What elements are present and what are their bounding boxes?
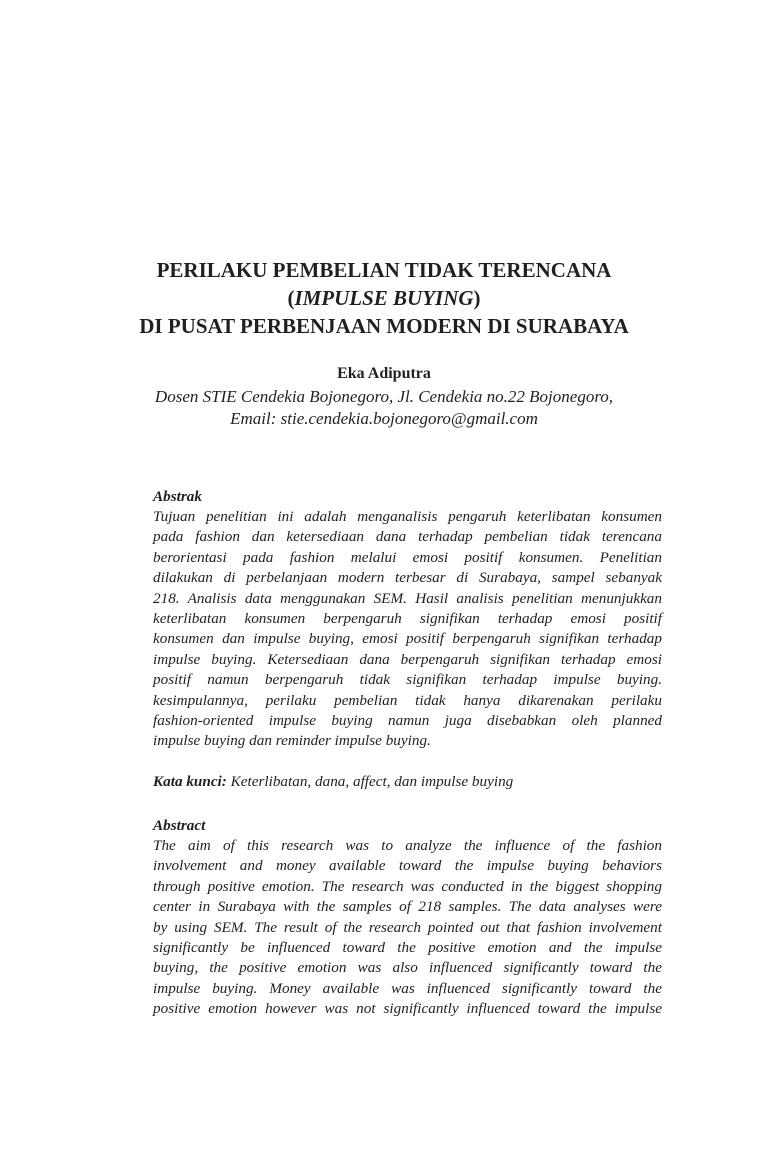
abstrak-line: kesimpulannya, perilaku pembelian tidak hanya dikarenakan perilaku — [153, 691, 662, 709]
abstract-line: center in Surabaya with the samples of 218 samples. The data analyses were — [153, 898, 662, 916]
abstrak-line: positif namun berpengaruh tidak signifikan terhadap impulse buying. — [153, 671, 662, 689]
abstract-line: impulse buying. Money available was influenced significantly toward the — [153, 979, 662, 997]
title-line-3: DI PUSAT PERBENJAAN MODERN DI SURABAYA — [139, 314, 629, 338]
title-line-2 — [0, 286, 768, 311]
abstrak-line: keterlibatan konsumen berpengaruh signifikan terhadap emosi positif — [153, 609, 662, 627]
abstrak-line: impulse buying dan reminder impulse buying. — [153, 732, 431, 750]
abstract-line: positive emotion however was not significantly influenced toward the impulse — [153, 1000, 662, 1018]
abstract-line: by using SEM. The result of the research pointed out that fashion involvement — [153, 918, 662, 936]
keywords-label: Kata kunci: — [153, 773, 227, 790]
abstrak-line: 218. Analisis data menggunakan SEM. Hasil analisis penelitian menunjukkan — [153, 589, 662, 607]
abstract-section — [153, 815, 662, 1020]
title-paren-close: ) — [473, 286, 481, 310]
abstract-line: The aim of this research was to analyze the influence of the fashion — [153, 837, 662, 854]
abstrak-section — [153, 486, 662, 752]
abstract-line: buying, the positive emotion was also influenced significantly toward the — [153, 959, 662, 977]
title-italic: IMPULSE BUYING — [294, 286, 474, 310]
keywords-text: Keterlibatan, dana, affect, dan impulse buying — [226, 773, 514, 790]
keywords — [153, 773, 662, 791]
abstrak-line: impulse buying. Ketersediaan dana berpengaruh signifikan terhadap emosi — [153, 650, 662, 668]
author-affiliation: Dosen STIE Cendekia Bojonegoro, Jl. Cendekia no.22 Bojonegoro, — [154, 387, 614, 406]
abstrak-line: konsumen dan impulse buying, emosi positif berpengaruh signifikan terhadap — [153, 630, 662, 648]
abstrak-line: fashion-oriented impulse buying namun juga disebabkan oleh planned — [153, 711, 662, 729]
abstract-line: significantly be influenced toward the positive emotion and the impulse — [153, 938, 662, 956]
abstract-line: involvement and money available toward the impulse buying behaviors — [153, 857, 662, 875]
author-name: Eka Adiputra — [337, 365, 431, 382]
abstract-line: through positive emotion. The research was conducted in the biggest shopping — [153, 877, 662, 895]
abstract-heading: Abstract — [153, 817, 206, 834]
author-email: Email: stie.cendekia.bojonegoro@gmail.com — [230, 409, 538, 428]
title-paren-open: ( — [287, 286, 295, 310]
abstrak-line: pada fashion dan ketersediaan dana terhadap pembelian tidak terencana — [153, 528, 662, 546]
abstrak-heading: Abstrak — [153, 488, 202, 505]
title-line-1: PERILAKU PEMBELIAN TIDAK TERENCANA — [156, 258, 612, 282]
abstrak-line: dilakukan di perbelanjaan modern terbesar di Surabaya, sampel sebanyak — [153, 569, 662, 587]
abstrak-line: Tujuan penelitian ini adalah menganalisis pengaruh keterlibatan konsumen — [153, 508, 662, 525]
abstrak-line: berorientasi pada fashion melalui emosi positif konsumen. Penelitian — [153, 548, 662, 566]
